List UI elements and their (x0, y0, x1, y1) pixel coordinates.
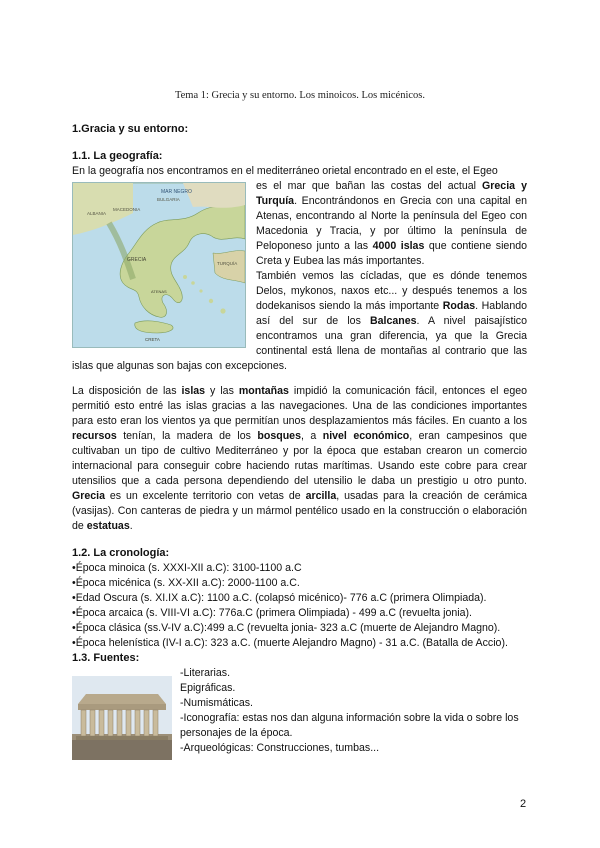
cronologia-item: •Edad Oscura (s. XI.IX a.C): 1100 a.C. (colapsó micénico)- 776 a.C (primera Olimpiada). (72, 592, 487, 604)
page-header: Tema 1: Grecia y su entorno. Los minoicos. Los micénicos. (174, 90, 426, 101)
fuente-item: Epigráficas. (180, 682, 236, 694)
cronologia-item: •Época minoica (s. XXXI-XII a.C): 3100-1100 a.C (72, 562, 302, 574)
geografia-paragraph-2: También vemos las cícladas, que es dónde tenemos Delos, mykonos, naxos etc... y después tenemos a los dodekanisos siendo la más importante Rodas. Hablando así del sur de los Balcanes. A nivel paisajístico encontramos una gran diferencia, ya que la Grecia continental está llena de montañas al contrario que las islas que algunas son bajas con excepciones. (72, 270, 528, 372)
fuente-item: -Numismáticas. (180, 697, 253, 709)
cronologia-item: •Época helenística (IV-I a.C): 323 a.C. (muerte Alejandro Magno) - 31 a.C. (Batalla de Accio). (72, 637, 508, 649)
fuente-item: -Literarias. (180, 667, 231, 679)
map-label-athens: ATENAS (151, 289, 167, 294)
map-label-black-sea: MAR NEGRO (161, 189, 192, 195)
map-label-macedonia: MACEDONIA (113, 207, 141, 212)
map-label-crete: CRETA (145, 337, 160, 342)
cronologia-item: •Época micénica (s. XX-XII a.C): 2000-1100 a.C. (72, 577, 300, 589)
fuentes-title: 1.3. Fuentes: (72, 652, 140, 664)
greece-map-image (72, 182, 246, 348)
fuentes-block (72, 666, 527, 756)
cronologia-title: 1.2. La cronología: (72, 547, 170, 559)
map-label-turkey: TURQUÍA (217, 261, 238, 266)
geografia-intro: En la geografía nos encontramos en el mediterráneo orietal encontrado en el este, el Egeo (72, 165, 498, 177)
geografia-title: 1.1. La geografía: (72, 150, 163, 162)
section-title: 1.Gracia y su entorno: (72, 123, 189, 135)
content (72, 122, 527, 756)
cronologia-item: •Época arcaica (s. VIII-VI a.C): 776a.C (primera Olimpiada) - 499 a.C (revuelta jonia). (72, 607, 472, 619)
geografia-paragraph-1: es el mar que bañan las costas del actual Grecia y Turquía. Encontrándonos en Grecia con una capital en Atenas, encontrando al Norte la península del Egeo con Macedonia y Tracia, y por último la península de Peloponeso junto a las 4000 islas que contiene siendo Creta y Eubea las más importantes. (256, 180, 527, 267)
fuente-item: -Arqueológicas: Construcciones, tumbas... (180, 742, 380, 754)
parthenon-photo (72, 676, 172, 760)
map-label-greece: GRECIA (127, 257, 147, 263)
resources-paragraph: La disposición de las islas y las montañas impidió la comunicación fácil, entonces el egeo permitió esto entré las islas gracias a las navegaciones. Una de las condiciones importantes para esto eran los vientos ya que permitían unos desplazamientos más fáciles. En cuanto a los recursos tenían, la madera de los bosques, a nivel económico, eran campesinos que cultivaban un tipo de cultivo Mediterráneo y por la época que estaban crearon un comercio internacional para conseguir cobre haciendo rutas marítimas. Usando este cobre para crear utensilios que a cada persona dependiendo del utensilio le daba un prestigio u otro punto. Grecia es un excelente territorio con vetas de arcilla, usadas para la creación de cerámica (vasijas). Con canteras de piedra y un mármol pentélico usado en la construcción o elaboración de estatuas. (72, 385, 527, 532)
cronologia-item: •Época clásica (ss.V-IV a.C):499 a.C (revuelta jonia- 323 a.C (muerte de Alejandro Magno). (72, 622, 501, 634)
page-number: 2 (520, 798, 527, 810)
map-label-bulgaria: BULGARIA (157, 197, 180, 202)
map-label-albania: ALBANIA (87, 211, 107, 216)
fuente-item: -Iconografía: estas nos dan alguna información sobre la vida o sobre los personajes de la época. (180, 712, 519, 739)
